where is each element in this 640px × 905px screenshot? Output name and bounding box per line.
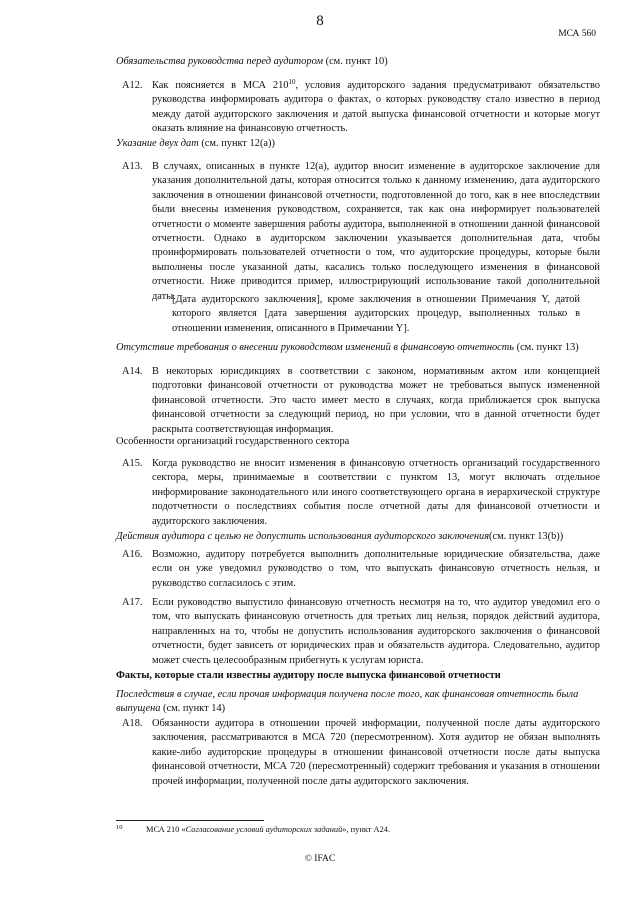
paragraph-a16 <box>116 548 600 594</box>
heading-other-information: Последствия в случае, если прочая информация получена после того, как финансовая отчетность была выпущена (см. пункт 14) <box>116 689 579 715</box>
footnote-divider <box>116 820 264 821</box>
paragraph-number: A15. <box>122 458 143 469</box>
paragraph-text: В некоторых юрисдикциях в соответствии с законом, нормативным актом или концепцией подготовки финансовой отчетности от руководства может не требоваться выпуск измененной финансовой отчетности. Это часто имеет место в случаях, когда приближается срок выпуска финансовой отчетности за следующий период, но при условии, что в данной отчетности будет раскрыта соответствующая информация. <box>152 366 600 435</box>
example-quote: [Дата аудиторского заключения], кроме заключения в отношении Примечания Y, датой которого является [дата завершения аудиторских процедур, выполненных только в отношении изменения, описанного в Примечании Y]. <box>172 294 580 334</box>
heading-public-sector: Особенности организаций государственного сектора <box>116 436 350 447</box>
paragraph-a12 <box>116 79 600 137</box>
paragraph-number: A14. <box>122 366 143 377</box>
paragraph-text: Если руководство выпустило финансовую отчетность несмотря на то, что аудитор уведомил его о том, что выпускать финансовую отчетность для третьих лиц нельзя, порядок действий аудитора, направленных на то, чтобы не допустить использования аудиторского заключения о финансовой отчетности, будет зависеть от юридических прав и обязательств аудитора. Следовательно, аудитор может счесть целесообразным прибегнуть к услугам юриста. <box>152 597 600 666</box>
footnote-text: МСА 210 «Согласование условий аудиторских заданий», пункт A24. <box>146 825 391 834</box>
paragraph-text: Когда руководство не вносит изменения в финансовую отчетность организаций государственного сектора, меры, принимаемые в соответствии с пунктом 13, могут включать отдельное информирование законодательного или иного соответствующего органа в иерархической структуре подотчетности о последствиях события после отчетной даты для финансовой отчетности и аудиторского заключения. <box>152 458 600 527</box>
heading-auditor-actions: Действия аудитора с целью не допустить использования аудиторского заключения(см. пункт 13(b)) <box>116 531 564 542</box>
copyright: © IFAC <box>304 854 336 864</box>
heading-facts-after-issuance: Факты, которые стали известны аудитору после выпуска финансовой отчетности <box>116 670 501 681</box>
paragraph-a18 <box>116 717 600 787</box>
paragraph-text: Как поясняется в МСА $210^{10}$, условия аудиторского задания предусматривают обязательство руководства информировать аудитора о фактах, о которых руководству стало известно в период между датой аудиторского заключения и датой выпуска финансовой отчетности и которые могут оказать влияние на финансовую отчетность. <box>152 78 600 135</box>
paragraph-a13 <box>116 160 600 302</box>
paragraph-text: Обязанности аудитора в отношении прочей информации, полученной после даты аудиторского заключения, рассматриваются в МСА 720 (пересмотренном). Хотя аудитор не обязан выполнять какие-либо аудиторские процедуры в отношении финансовой отчетности после даты выпуска финансовой отчетности, МСА 720 (пересмотренный) содержит требования и указания в отношении прочей информации, полученной после даты аудиторского заключения. <box>152 718 600 787</box>
paragraph-text: В случаях, описанных в пункте 12(а), аудитор вносит изменение в аудиторское заключение для указания дополнительной даты, которая относится только к данному изменению, дата аудиторского заключения в отношении финансовой отчетности, подготовленной до того, как в нее впоследствии были внесены изменения руководством, сохраняется, так как она информирует пользователей отчетности о моменте завершения работы аудитора, выполненной в отношении данной финансовой отчетности. Однако в аудиторском заключении указывается дополнительная дата, чтобы проинформировать пользователей отчетности о том, что аудиторские процедуры, которые были выполнены после указанной даты, касались только последующего изменения в финансовой отчетности. Ниже приводится пример, иллюстрирующий использование такой дополнительной даты. <box>152 161 600 302</box>
paragraph-number: A12. <box>122 80 143 91</box>
page-number: 8 <box>316 13 324 29</box>
paragraph-number: A16. <box>122 549 143 560</box>
heading-no-requirement: Отсутствие требования о внесении руководством изменений в финансовую отчетность (см. пункт 13) <box>116 342 579 353</box>
footnote-number: 10 <box>116 824 123 831</box>
paragraph-a17 <box>116 596 600 666</box>
document-reference: МСА 560 <box>558 29 596 39</box>
paragraph-number: A18. <box>122 718 143 729</box>
heading-management-obligations: Обязательства руководства перед аудитором (см. пункт 10) <box>116 56 388 67</box>
paragraph-text: Возможно, аудитору потребуется выполнить дополнительные юридические обязательства, даже если он уже уведомил руководство о том, что выпускать финансовую отчетность нельзя, и руководство согласилось с этим. <box>152 549 600 589</box>
paragraph-a15 <box>116 457 600 527</box>
paragraph-a14 <box>116 365 600 435</box>
footnote-reference: 10 <box>288 78 296 86</box>
heading-dual-dating: Указание двух дат (см. пункт 12(а)) <box>116 138 275 149</box>
paragraph-number: A17. <box>122 597 143 608</box>
paragraph-number: A13. <box>122 161 143 172</box>
